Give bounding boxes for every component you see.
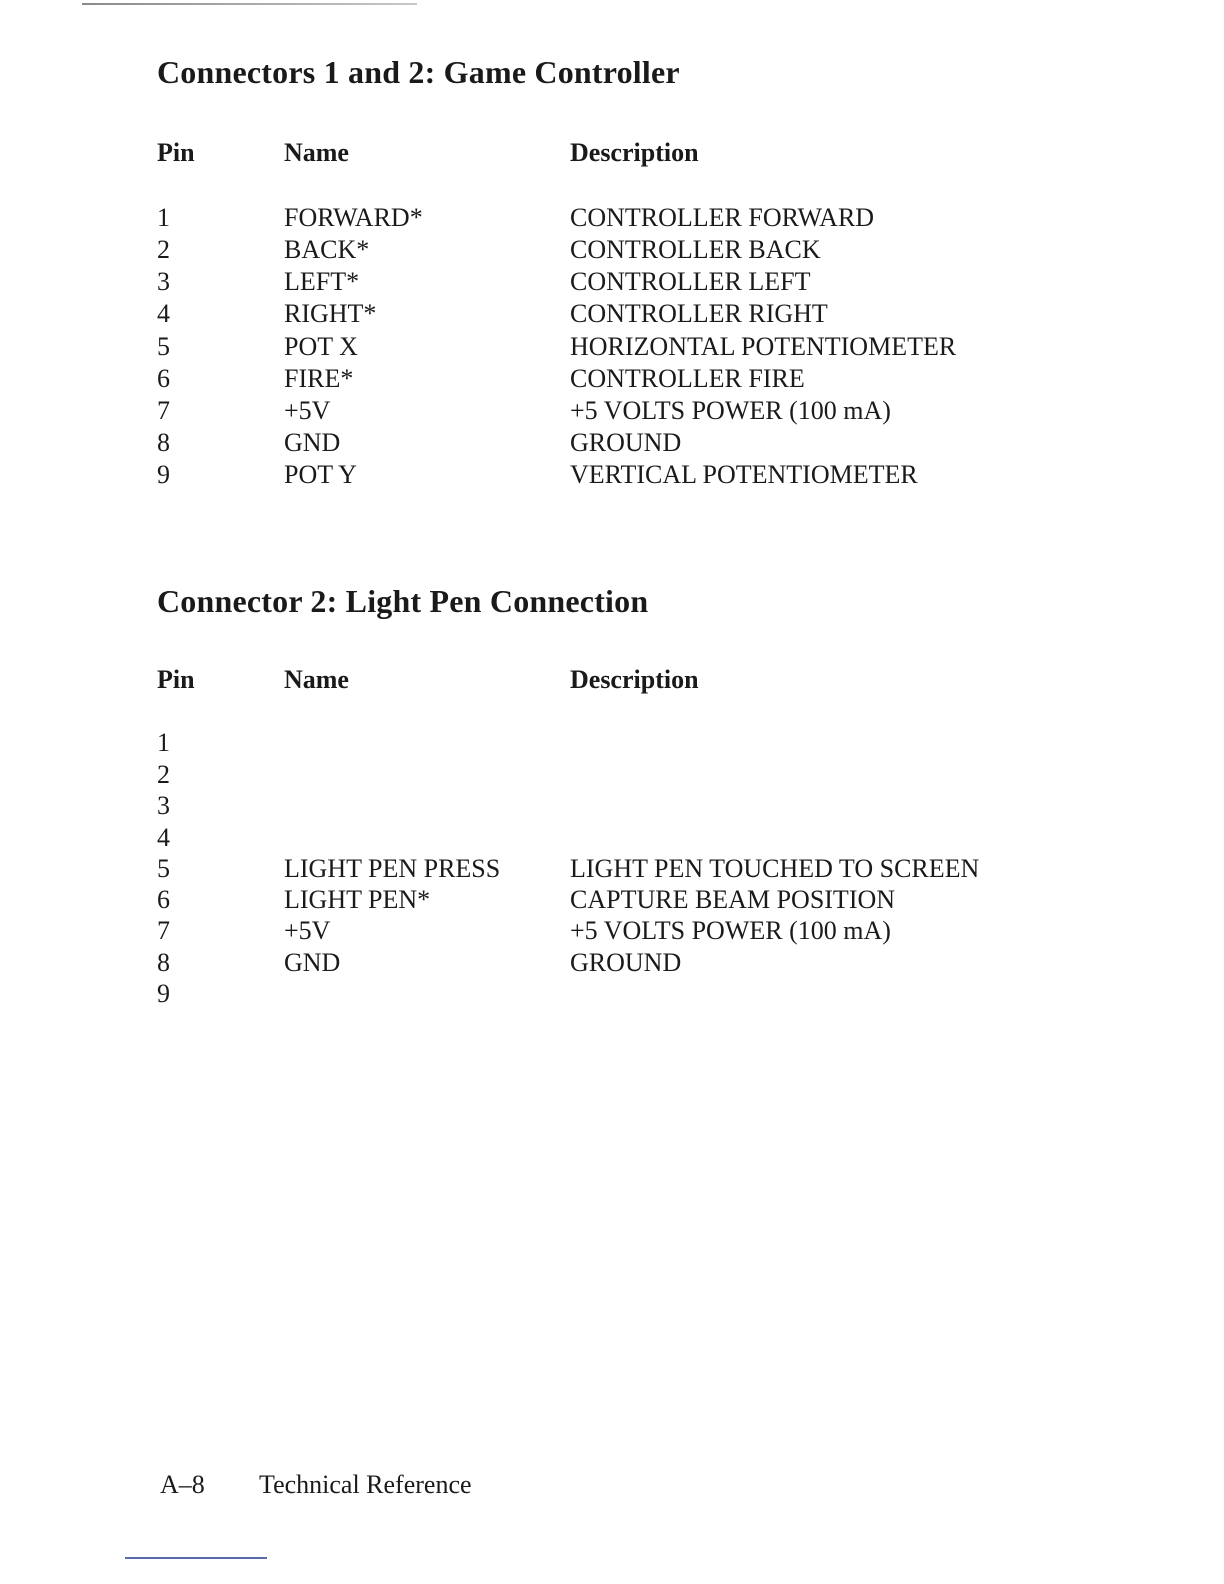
bottom-rule xyxy=(125,1557,267,1559)
table-row xyxy=(157,235,1057,267)
section-title: Connector 2: Light Pen Connection xyxy=(157,583,649,619)
column-header-pin: Pin xyxy=(157,138,195,167)
table-row xyxy=(157,299,1057,331)
pin-number: 4 xyxy=(157,299,170,328)
signal-description: +5 VOLTS POWER (100 mA) xyxy=(570,916,891,945)
signal-description: VERTICAL POTENTIOMETER xyxy=(570,460,918,489)
column-header-pin: Pin xyxy=(157,665,195,694)
column-header-description: Description xyxy=(570,138,699,167)
table-row xyxy=(157,428,1057,460)
pin-number: 6 xyxy=(157,364,170,393)
signal-name: GND xyxy=(284,428,341,457)
pin-number: 9 xyxy=(157,460,170,489)
pin-number: 7 xyxy=(157,916,170,945)
signal-name: GND xyxy=(284,948,341,977)
signal-name: +5V xyxy=(284,916,331,945)
pin-number: 5 xyxy=(157,854,170,883)
footer-book-title: Technical Reference xyxy=(259,1470,472,1499)
pin-number: 1 xyxy=(157,728,170,757)
signal-name: BACK* xyxy=(284,235,370,264)
signal-description: CONTROLLER FORWARD xyxy=(570,203,875,232)
table-row xyxy=(157,396,1057,428)
table-row xyxy=(157,728,1057,760)
pin-number: 8 xyxy=(157,948,170,977)
table-row xyxy=(157,460,1057,492)
pin-number: 7 xyxy=(157,396,170,425)
table-row xyxy=(157,267,1057,299)
footer-page-number: A–8 xyxy=(160,1470,205,1499)
signal-description: CONTROLLER FIRE xyxy=(570,364,805,393)
column-header-name: Name xyxy=(284,665,349,694)
signal-name: POT Y xyxy=(284,460,357,489)
table-row xyxy=(157,332,1057,364)
table-row xyxy=(157,364,1057,396)
pin-number: 2 xyxy=(157,235,170,264)
signal-name: FIRE* xyxy=(284,364,354,393)
signal-name: +5V xyxy=(284,396,331,425)
pin-number: 3 xyxy=(157,267,170,296)
signal-description: GROUND xyxy=(570,948,682,977)
table-row xyxy=(157,791,1057,823)
column-header-name: Name xyxy=(284,138,349,167)
signal-description: CAPTURE BEAM POSITION xyxy=(570,885,896,914)
signal-description: HORIZONTAL POTENTIOMETER xyxy=(570,332,957,361)
table-row xyxy=(157,760,1057,792)
table-row xyxy=(157,916,1057,948)
table-row xyxy=(157,823,1057,855)
signal-description: +5 VOLTS POWER (100 mA) xyxy=(570,396,891,425)
pin-number: 8 xyxy=(157,428,170,457)
table-row xyxy=(157,885,1057,917)
table-row xyxy=(157,979,1057,1011)
signal-description: LIGHT PEN TOUCHED TO SCREEN xyxy=(570,854,980,883)
signal-description: CONTROLLER RIGHT xyxy=(570,299,828,328)
pin-number: 4 xyxy=(157,823,170,852)
signal-name: LIGHT PEN* xyxy=(284,885,431,914)
signal-name: FORWARD* xyxy=(284,203,423,232)
signal-name: LEFT* xyxy=(284,267,360,296)
signal-name: POT X xyxy=(284,332,358,361)
table-row xyxy=(157,854,1057,886)
table-row xyxy=(157,948,1057,980)
top-rule xyxy=(82,3,417,5)
pin-number: 3 xyxy=(157,791,170,820)
table-row xyxy=(157,203,1057,235)
signal-description: GROUND xyxy=(570,428,682,457)
pin-number: 2 xyxy=(157,760,170,789)
signal-description: CONTROLLER LEFT xyxy=(570,267,811,296)
pin-number: 6 xyxy=(157,885,170,914)
pin-number: 5 xyxy=(157,332,170,361)
section-title: Connectors 1 and 2: Game Controller xyxy=(157,54,680,90)
column-header-description: Description xyxy=(570,665,699,694)
pin-number: 9 xyxy=(157,979,170,1008)
signal-name: LIGHT PEN PRESS xyxy=(284,854,501,883)
pin-number: 1 xyxy=(157,203,170,232)
signal-name: RIGHT* xyxy=(284,299,377,328)
signal-description: CONTROLLER BACK xyxy=(570,235,821,264)
